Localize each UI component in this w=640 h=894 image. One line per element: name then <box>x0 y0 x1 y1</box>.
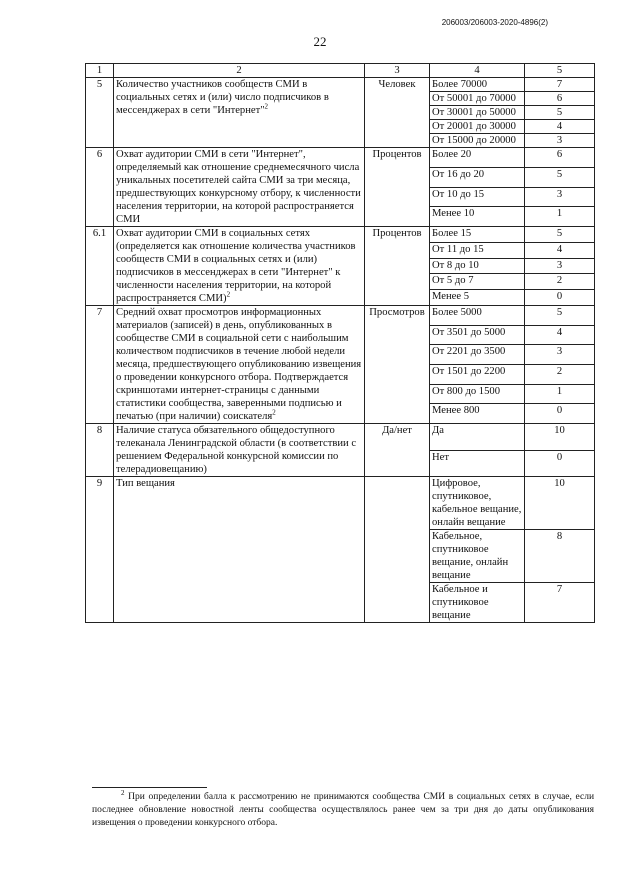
document-id: 206003/206003-2020-4896(2) <box>441 18 548 27</box>
page-number: 22 <box>313 34 327 49</box>
range-cell: Более 70000 <box>430 78 525 92</box>
row-number: 8 <box>86 424 114 477</box>
score-cell: 7 <box>525 583 595 623</box>
range-cell: Более 15 <box>430 227 525 243</box>
header-cell: 4 <box>430 64 525 78</box>
score-cell: 6 <box>525 148 595 168</box>
criteria-table <box>85 63 595 623</box>
range-cell: От 20001 до 30000 <box>430 120 525 134</box>
range-cell: Цифровое, спутниковое, кабельное вещание, онлайн вещание <box>430 477 525 530</box>
range-cell: От 10 до 15 <box>430 187 525 207</box>
range-cell: От 5 до 7 <box>430 274 525 290</box>
header-row <box>86 64 595 78</box>
range-cell: Более 20 <box>430 148 525 168</box>
score-cell: 3 <box>525 134 595 148</box>
score-cell: 4 <box>525 242 595 258</box>
score-cell: 8 <box>525 530 595 583</box>
row-number: 6.1 <box>86 227 114 306</box>
score-cell: 5 <box>525 306 595 326</box>
range-cell: Кабельное, спутниковое вещание, онлайн вещание <box>430 530 525 583</box>
unit-cell <box>365 477 430 623</box>
criterion-text: Средний охват просмотров информационных материалов (записей) в день, опубликованных в сообществе СМИ в социальной сети с наибольшим количеством подписчиков в течение любой недели месяца, предшествующего опубликованию извещения о проведении конкурсного отбора. Подтверждается скриншотами интернет-страницы с данными статистики сообщества, заверенными подписью и печатью (при наличии) соискателя <box>116 307 362 422</box>
range-cell: От 3501 до 5000 <box>430 325 525 345</box>
criterion-cell <box>114 227 365 306</box>
criterion-text: Тип вещания <box>116 478 175 489</box>
score-cell: 0 <box>525 404 595 424</box>
range-cell: Да <box>430 424 525 451</box>
footnote-divider <box>92 787 207 788</box>
header-cell: 5 <box>525 64 595 78</box>
table-row <box>86 424 595 451</box>
footnote <box>92 788 595 830</box>
table-row <box>86 306 595 326</box>
footnote-text: При определении балла к рассмотрению не принимаются сообщества СМИ в социальных сетях в случае, если последнее обновление новостной ленты сообщества осуществлялось ранее чем за три дня до даты опубликования извещения о проведении конкурсного отбора. <box>92 792 595 828</box>
range-cell: От 2201 до 3500 <box>430 345 525 365</box>
range-cell: Менее 800 <box>430 404 525 424</box>
range-cell: Нет <box>430 450 525 477</box>
score-cell: 3 <box>525 187 595 207</box>
footnote-ref: 2 <box>264 102 269 111</box>
score-cell: 2 <box>525 274 595 290</box>
header-cell: 1 <box>86 64 114 78</box>
score-cell: 4 <box>525 325 595 345</box>
score-cell: 1 <box>525 207 595 227</box>
score-cell: 0 <box>525 290 595 306</box>
row-number: 5 <box>86 78 114 148</box>
score-cell: 5 <box>525 227 595 243</box>
row-number: 9 <box>86 477 114 623</box>
criterion-cell <box>114 424 365 477</box>
range-cell: Более 5000 <box>430 306 525 326</box>
table-row <box>86 148 595 168</box>
range-cell: От 11 до 15 <box>430 242 525 258</box>
footnote-ref: 2 <box>226 290 231 299</box>
range-cell: От 8 до 10 <box>430 258 525 274</box>
unit-cell: Человек <box>365 78 430 148</box>
range-cell: Менее 5 <box>430 290 525 306</box>
criterion-text: Количество участников сообществ СМИ в социальных сетях и (или) число подписчиков в мессенджерах в сети "Интернет" <box>116 79 329 116</box>
criterion-text: Охват аудитории СМИ в сети "Интернет", определяемый как отношение среднемесячного числа уникальных посетителей сайта СМИ за три месяца, предшествующих конкурсному отбору, к численности населения территории, на которой распространяется СМИ <box>116 149 361 225</box>
score-cell: 5 <box>525 106 595 120</box>
range-cell: От 30001 до 50000 <box>430 106 525 120</box>
table-row <box>86 477 595 530</box>
score-cell: 6 <box>525 92 595 106</box>
criterion-cell <box>114 477 365 623</box>
unit-cell: Процентов <box>365 148 430 227</box>
table-row <box>86 78 595 92</box>
range-cell: Менее 10 <box>430 207 525 227</box>
score-cell: 3 <box>525 258 595 274</box>
range-cell: Кабельное и спутниковое вещание <box>430 583 525 623</box>
criterion-text: Охват аудитории СМИ в социальных сетях (определяется как отношение количества участников сообществ СМИ в социальных сетях и (или) подписчиков в мессенджерах в сети "Интернет" к численности населения территории, на которой распространяется СМИ) <box>116 228 356 304</box>
footnote-ref: 2 <box>272 408 276 417</box>
unit-cell: Да/нет <box>365 424 430 477</box>
row-number: 6 <box>86 148 114 227</box>
range-cell: От 15000 до 20000 <box>430 134 525 148</box>
table-row <box>86 227 595 243</box>
criterion-cell <box>114 306 365 424</box>
range-cell: От 50001 до 70000 <box>430 92 525 106</box>
score-cell: 10 <box>525 424 595 451</box>
range-cell: От 1501 до 2200 <box>430 364 525 384</box>
score-cell: 3 <box>525 345 595 365</box>
unit-cell: Просмотров <box>365 306 430 424</box>
score-cell: 2 <box>525 364 595 384</box>
criterion-cell <box>114 148 365 227</box>
score-cell: 7 <box>525 78 595 92</box>
score-cell: 0 <box>525 450 595 477</box>
range-cell: От 16 до 20 <box>430 167 525 187</box>
score-cell: 10 <box>525 477 595 530</box>
row-number: 7 <box>86 306 114 424</box>
unit-cell: Процентов <box>365 227 430 306</box>
footnote-mark: 2 <box>121 788 125 797</box>
range-cell: От 800 до 1500 <box>430 384 525 404</box>
criterion-text: Наличие статуса обязательного общедоступного телеканала Ленинградской области (в соответствии с решением Федеральной конкурсной комиссии по телерадиовещанию) <box>116 425 357 475</box>
score-cell: 1 <box>525 384 595 404</box>
score-cell: 4 <box>525 120 595 134</box>
score-cell: 5 <box>525 167 595 187</box>
criterion-cell <box>114 78 365 148</box>
header-cell: 2 <box>114 64 365 78</box>
header-cell: 3 <box>365 64 430 78</box>
